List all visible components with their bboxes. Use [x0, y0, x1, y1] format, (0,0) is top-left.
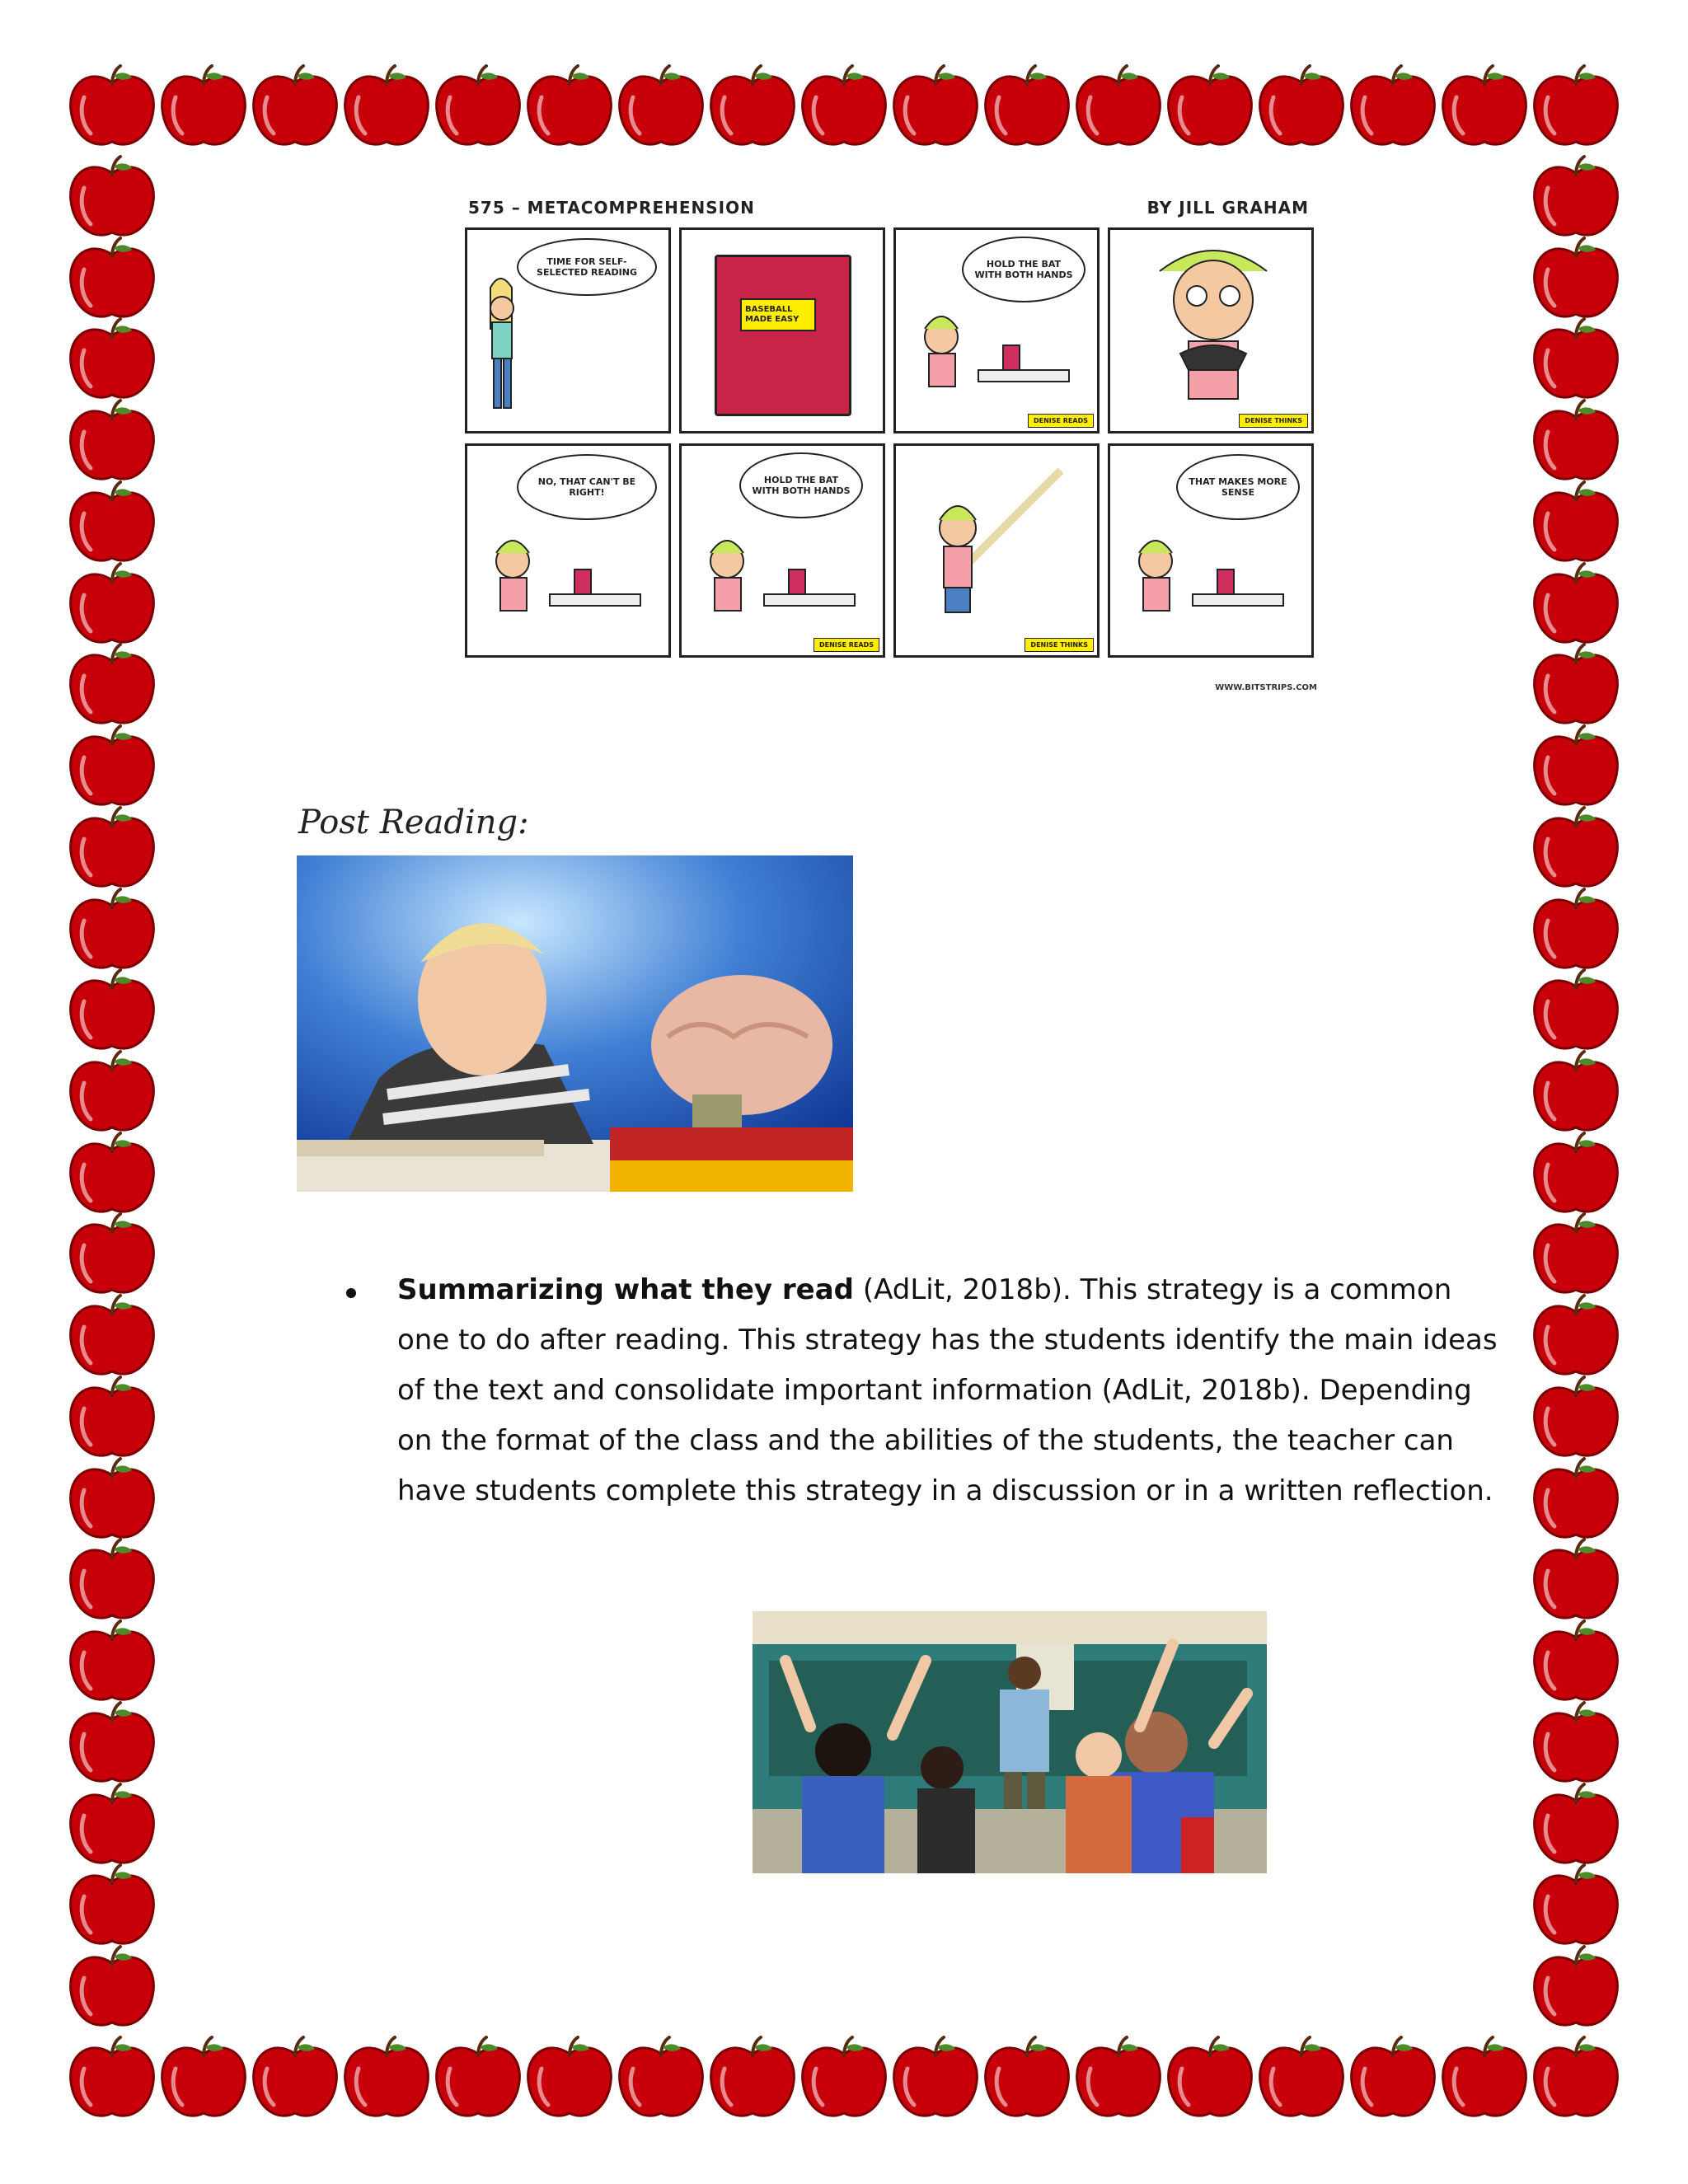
girl-reading-figure [467, 446, 671, 658]
comic-panel-8 [1108, 443, 1314, 658]
classroom-photo [753, 1611, 1267, 1873]
girl-batting-figure [896, 446, 1100, 658]
apple-icon [615, 64, 707, 153]
apple-icon [432, 2036, 524, 2125]
apple-icon [798, 2036, 890, 2125]
apple-icon [889, 2036, 982, 2125]
apple-icon [1347, 2036, 1439, 2125]
apple-icon [66, 562, 158, 651]
comic-panel-5 [465, 443, 671, 658]
comic-panel-4 [1108, 227, 1314, 434]
apple-icon [66, 317, 158, 406]
apple-icon [1530, 480, 1622, 569]
apple-icon [66, 643, 158, 732]
comic-panel-7 [893, 443, 1100, 658]
apple-icon [66, 1701, 158, 1790]
apple-icon [1530, 806, 1622, 895]
apple-icon [1530, 1619, 1622, 1708]
apple-icon [523, 2036, 616, 2125]
apple-icon [66, 1294, 158, 1383]
apple-icon [798, 64, 890, 153]
girl-reading-figure [682, 446, 885, 658]
bullet-strong-text: Summarizing what they read [397, 1273, 855, 1306]
apple-icon [1530, 724, 1622, 813]
panel-caption: DENISE READS [1028, 414, 1094, 428]
apple-icon [1530, 888, 1622, 977]
apple-icon [66, 1376, 158, 1465]
comic-panel-3 [893, 227, 1100, 434]
girl-reading-figure [1110, 446, 1314, 658]
apple-icon [340, 64, 433, 153]
apple-icon [66, 155, 158, 244]
apple-icon [1530, 643, 1622, 732]
apple-icon [1530, 237, 1622, 326]
apple-icon [1530, 155, 1622, 244]
speech-bubble: TIME FOR SELF-SELECTED READING [517, 238, 657, 296]
apple-icon [66, 1050, 158, 1139]
bullet-text [397, 1265, 1500, 1516]
comic-panel-1 [465, 227, 671, 434]
thought-bubble: NO, THAT CAN'T BE RIGHT! [517, 454, 657, 520]
apple-icon [66, 1945, 158, 2034]
apple-icon [523, 64, 616, 153]
apple-icon [249, 64, 341, 153]
teacher-figure [467, 230, 671, 434]
apple-icon [66, 1619, 158, 1708]
apple-icon [889, 64, 982, 153]
apple-icon [1255, 2036, 1348, 2125]
apple-icon [1072, 64, 1165, 153]
bullet-dot [346, 1288, 356, 1298]
book-title: BASEBALL MADE EASY [740, 298, 816, 331]
apple-icon [66, 888, 158, 977]
apple-icon [1530, 968, 1622, 1057]
apple-icon [1164, 2036, 1256, 2125]
bullet-body-text: (AdLit, 2018b). This strategy is a common one to do after reading. This strategy has the students identify the main ideas of the text and consolidate important information (AdLit, 2018b). Depending on the format of the class and the abilities of the students, the teacher can have students complete this strategy in a discussion or in a written reflection. [397, 1273, 1498, 1507]
apple-icon [1530, 317, 1622, 406]
apple-icon [1347, 64, 1439, 153]
panel-caption: DENISE THINKS [1239, 414, 1308, 428]
apple-icon [1438, 2036, 1531, 2125]
apple-icon [66, 237, 158, 326]
apple-icon [1530, 399, 1622, 488]
apple-icon [1530, 1457, 1622, 1546]
apple-icon [66, 64, 158, 153]
speech-bubble: HOLD THE BAT WITH BOTH HANDS [962, 237, 1085, 302]
apple-icon [1530, 1863, 1622, 1952]
comic-byline: BY JILL GRAHAM [1146, 198, 1309, 218]
apple-icon [66, 1457, 158, 1546]
apple-icon [706, 64, 799, 153]
apple-icon [66, 1783, 158, 1872]
apple-icon [1530, 562, 1622, 651]
comic-source-url: WWW.BITSTRIPS.COM [1215, 683, 1317, 692]
girl-reading-figure [896, 230, 1100, 434]
apple-icon [66, 968, 158, 1057]
apple-icon [340, 2036, 433, 2125]
apple-icon [1530, 1945, 1622, 2034]
speech-bubble: HOLD THE BAT WITH BOTH HANDS [739, 452, 863, 518]
apple-icon [66, 399, 158, 488]
apple-icon [1164, 64, 1256, 153]
apple-icon [1530, 1294, 1622, 1383]
apple-icon [981, 2036, 1073, 2125]
apple-icon [1530, 1376, 1622, 1465]
apple-icon [706, 2036, 799, 2125]
apple-icon [1438, 64, 1531, 153]
apple-icon [1530, 1783, 1622, 1872]
section-heading: Post Reading: [298, 804, 529, 841]
apple-icon [66, 724, 158, 813]
panel-caption: DENISE THINKS [1025, 638, 1094, 652]
apple-icon [1530, 1132, 1622, 1221]
apple-icon [1530, 1212, 1622, 1301]
comic-panel-6 [679, 443, 885, 658]
thought-bubble: THAT MAKES MORE SENSE [1176, 454, 1300, 520]
boy-with-brain-photo [297, 855, 853, 1192]
apple-icon [1530, 1701, 1622, 1790]
book-icon [715, 255, 851, 416]
apple-icon [1072, 2036, 1165, 2125]
apple-icon [1255, 64, 1348, 153]
comic-panel-2 [679, 227, 885, 434]
apple-icon [249, 2036, 341, 2125]
apple-icon [66, 1132, 158, 1221]
apple-icon [66, 806, 158, 895]
apple-icon [432, 64, 524, 153]
apple-icon [981, 64, 1073, 153]
comic-strip [460, 198, 1317, 692]
apple-icon [1530, 1538, 1622, 1627]
summarizing-bullet [346, 1265, 1500, 1516]
apple-icon [1530, 2036, 1622, 2125]
apple-icon [1530, 64, 1622, 153]
comic-title: 575 – METACOMPREHENSION [468, 198, 755, 218]
apple-icon [157, 64, 250, 153]
apple-icon [66, 1538, 158, 1627]
panel-caption: DENISE READS [814, 638, 879, 652]
girl-thinking-figure [1110, 230, 1314, 434]
apple-icon [615, 2036, 707, 2125]
apple-icon [66, 1863, 158, 1952]
apple-icon [66, 480, 158, 569]
apple-icon [157, 2036, 250, 2125]
apple-icon [1530, 1050, 1622, 1139]
apple-icon [66, 1212, 158, 1301]
apple-icon [66, 2036, 158, 2125]
